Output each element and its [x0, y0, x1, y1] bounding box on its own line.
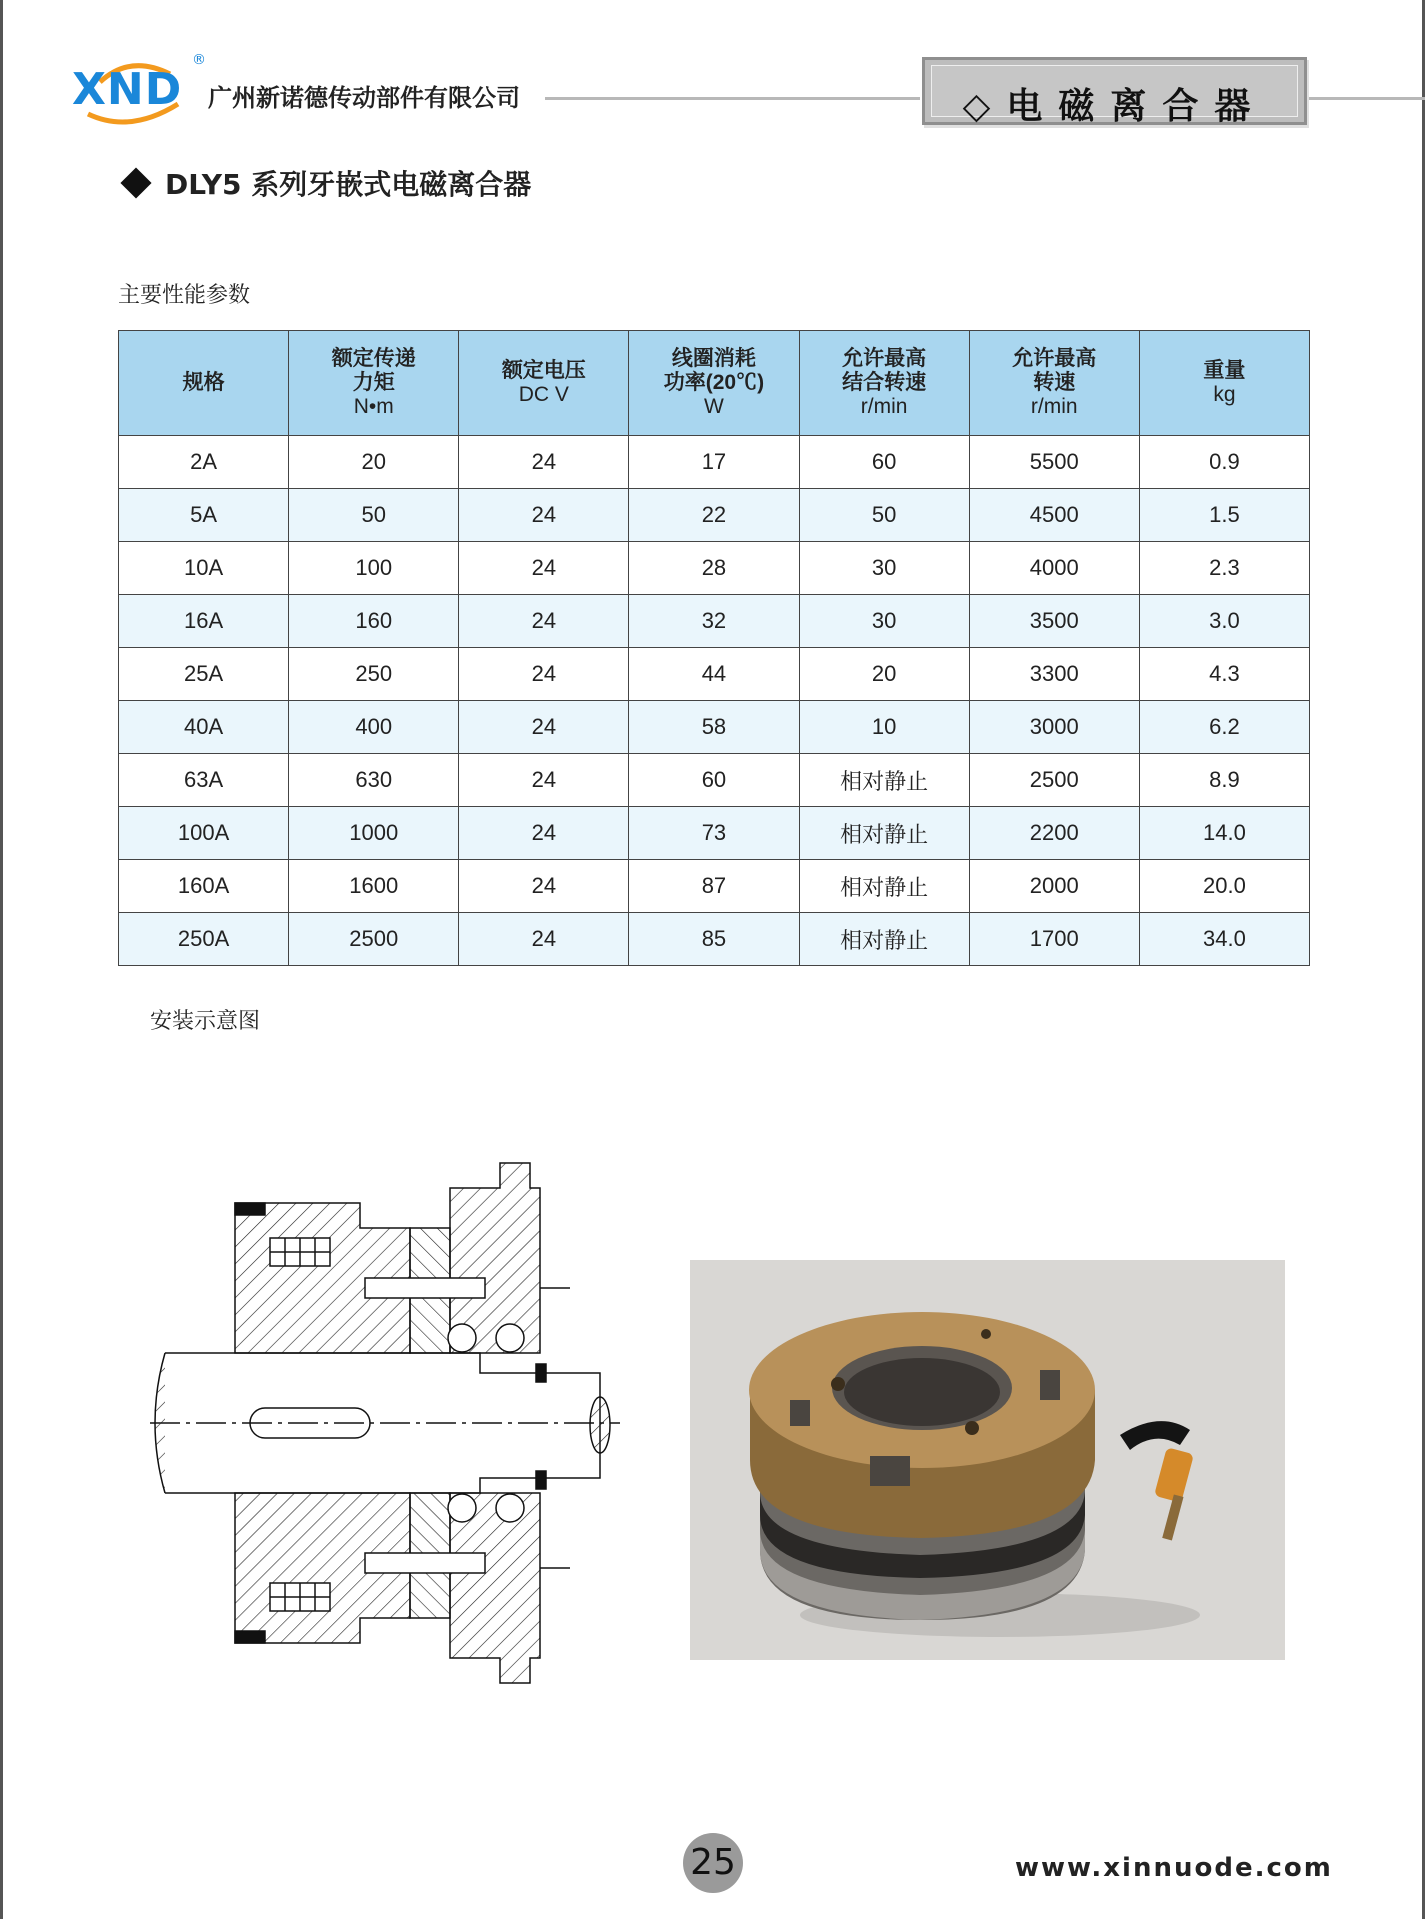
column-header-line2: 功率(20℃)	[663, 371, 765, 394]
table-cell: 28	[629, 542, 799, 595]
column-unit: W	[704, 395, 724, 418]
table-cell: 24	[459, 860, 629, 913]
column-header	[119, 331, 289, 436]
table-cell: 24	[459, 913, 629, 966]
column-header-line2: 力矩	[352, 371, 395, 394]
column-header-line1: 额定传递	[331, 347, 416, 370]
table-cell: 24	[459, 436, 629, 489]
table-cell: 160A	[119, 860, 289, 913]
table-cell: 1700	[969, 913, 1139, 966]
table-cell: 60	[799, 436, 969, 489]
column-header-line1: 额定电压	[501, 359, 586, 382]
table-cell: 30	[799, 595, 969, 648]
table-cell: 87	[629, 860, 799, 913]
column-header-line1: 允许最高	[842, 347, 927, 370]
table-header-row	[119, 331, 1310, 436]
installation-drawing	[150, 1128, 630, 1698]
table-cell: 0.9	[1139, 436, 1309, 489]
column-header-line1: 线圈消耗	[671, 347, 756, 370]
diamond-bullet-icon	[120, 167, 151, 198]
company-name: 广州新诺德传动部件有限公司	[208, 84, 520, 112]
table-cell: 2500	[289, 913, 459, 966]
table-cell: 50	[799, 489, 969, 542]
table-cell: 250A	[119, 913, 289, 966]
table-cell: 160	[289, 595, 459, 648]
table-cell: 24	[459, 648, 629, 701]
install-label: 安装示意图	[150, 1009, 261, 1034]
table-cell: 2200	[969, 807, 1139, 860]
column-unit: r/min	[1030, 395, 1078, 418]
table-cell: 24	[459, 595, 629, 648]
logo-text: XND	[72, 64, 183, 115]
table-row	[119, 436, 1310, 489]
category-banner	[922, 57, 1307, 125]
spec-table	[118, 330, 1310, 966]
column-header	[969, 331, 1139, 436]
column-header	[289, 331, 459, 436]
table-cell: 24	[459, 542, 629, 595]
section-title-text: DLY5 系列牙嵌式电磁离合器	[165, 168, 532, 201]
table-cell: 5500	[969, 436, 1139, 489]
column-unit: r/min	[860, 395, 908, 418]
table-cell: 20	[289, 436, 459, 489]
column-header-line2: 结合转速	[842, 371, 927, 394]
table-cell: 4500	[969, 489, 1139, 542]
table-cell: 40A	[119, 701, 289, 754]
table-cell: 63A	[119, 754, 289, 807]
table-cell: 8.9	[1139, 754, 1309, 807]
table-cell: 100A	[119, 807, 289, 860]
header-rule-right	[1308, 97, 1425, 100]
table-cell: 60	[629, 754, 799, 807]
table-cell: 58	[629, 701, 799, 754]
table-cell: 20	[799, 648, 969, 701]
table-cell: 250	[289, 648, 459, 701]
column-unit: DC V	[518, 383, 569, 406]
table-cell: 34.0	[1139, 913, 1309, 966]
table-cell: 2.3	[1139, 542, 1309, 595]
table-cell: 3000	[969, 701, 1139, 754]
column-header-line1: 规格	[182, 371, 225, 394]
column-header	[629, 331, 799, 436]
table-cell: 4000	[969, 542, 1139, 595]
table-cell: 5A	[119, 489, 289, 542]
website-link[interactable]: www.xinnuode.com	[1015, 1853, 1333, 1883]
table-cell: 4.3	[1139, 648, 1309, 701]
table-cell: 25A	[119, 648, 289, 701]
column-header	[799, 331, 969, 436]
column-header	[1139, 331, 1309, 436]
table-cell: 73	[629, 807, 799, 860]
table-cell: 相对静止	[799, 807, 969, 860]
table-cell: 2000	[969, 860, 1139, 913]
table-cell: 24	[459, 701, 629, 754]
table-row	[119, 913, 1310, 966]
column-header-line1: 允许最高	[1012, 347, 1097, 370]
table-cell: 85	[629, 913, 799, 966]
table-cell: 24	[459, 807, 629, 860]
column-header	[459, 331, 629, 436]
table-cell: 3300	[969, 648, 1139, 701]
table-cell: 100	[289, 542, 459, 595]
table-cell: 相对静止	[799, 860, 969, 913]
params-label: 主要性能参数	[118, 283, 251, 308]
table-cell: 22	[629, 489, 799, 542]
table-cell: 32	[629, 595, 799, 648]
table-row	[119, 595, 1310, 648]
table-row	[119, 754, 1310, 807]
column-header-line1: 重量	[1203, 359, 1246, 382]
page-border-left	[0, 0, 3, 1919]
table-cell: 1.5	[1139, 489, 1309, 542]
table-cell: 17	[629, 436, 799, 489]
table-cell: 2500	[969, 754, 1139, 807]
table-row	[119, 542, 1310, 595]
table-row	[119, 807, 1310, 860]
table-cell: 44	[629, 648, 799, 701]
table-cell: 16A	[119, 595, 289, 648]
table-cell: 2A	[119, 436, 289, 489]
table-body	[119, 436, 1310, 966]
table-cell: 24	[459, 754, 629, 807]
table-cell: 400	[289, 701, 459, 754]
table-cell: 6.2	[1139, 701, 1309, 754]
table-row	[119, 648, 1310, 701]
column-unit: kg	[1213, 383, 1236, 406]
product-photo	[690, 1260, 1285, 1660]
table-cell: 630	[289, 754, 459, 807]
column-header-line2: 转速	[1033, 371, 1076, 394]
table-row	[119, 489, 1310, 542]
table-cell: 10A	[119, 542, 289, 595]
table-cell: 50	[289, 489, 459, 542]
table-cell: 3.0	[1139, 595, 1309, 648]
section-title	[125, 163, 531, 203]
table-row	[119, 701, 1310, 754]
category-title: ◇电磁离合器	[962, 86, 1267, 127]
table-cell: 10	[799, 701, 969, 754]
table-cell: 14.0	[1139, 807, 1309, 860]
registered-mark: ®	[192, 52, 206, 68]
table-row	[119, 860, 1310, 913]
table-cell: 3500	[969, 595, 1139, 648]
table-cell: 20.0	[1139, 860, 1309, 913]
table-cell: 相对静止	[799, 913, 969, 966]
column-unit: N•m	[353, 395, 394, 418]
table-cell: 30	[799, 542, 969, 595]
table-cell: 1000	[289, 807, 459, 860]
table-cell: 相对静止	[799, 754, 969, 807]
table-cell: 1600	[289, 860, 459, 913]
header-rule	[545, 97, 920, 100]
page-number: 25	[683, 1833, 743, 1893]
table-cell: 24	[459, 489, 629, 542]
